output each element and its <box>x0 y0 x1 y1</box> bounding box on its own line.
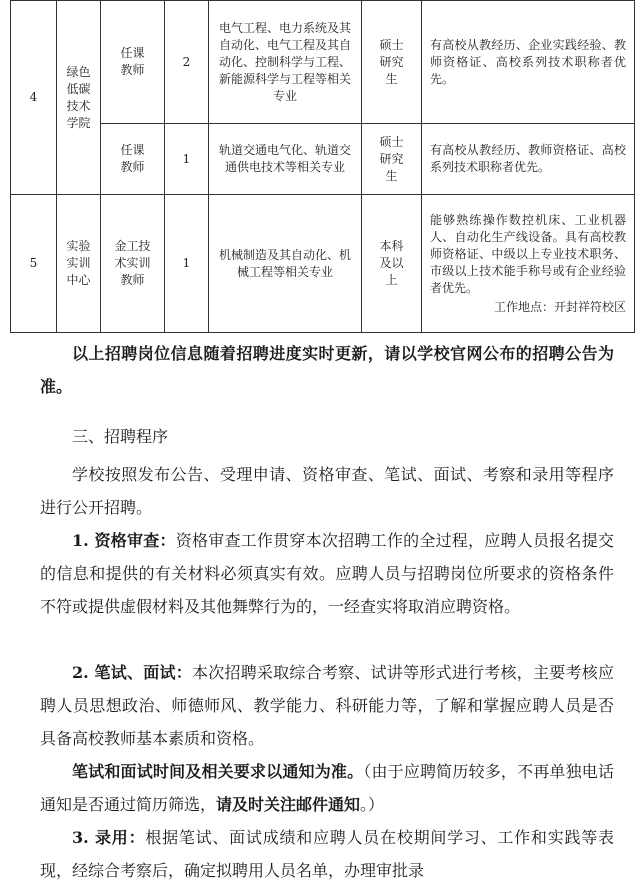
table-row <box>11 1 635 124</box>
headcount-cell: 2 <box>165 1 209 124</box>
major-cell: 轨道交通电气化、轨道交通供电技术等相关专业 <box>209 124 362 195</box>
notice-paren-end: 。） <box>360 795 385 814</box>
department-cell: 绿色低碳技术学院 <box>57 1 101 195</box>
requirement-cell: 有高校从教经历、企业实践经验、教师资格证、高校系列技术职称者优先。 <box>422 1 635 124</box>
step3-text: 根据笔试、面试成绩和应聘人员在校期间学习、工作和实践等表现，经综合考察后，确定拟聘用人员名单，办理审批录 <box>40 828 614 880</box>
intro-text: 学校按照发布公告、受理申请、资格审查、笔试、面试、考察和录用等程序进行公开招聘。 <box>40 465 614 517</box>
degree-cell: 硕士研究生 <box>362 124 422 195</box>
update-note-text: 以上招聘岗位信息随着招聘进度实时更新，请以学校官网公布的招聘公告为准。 <box>40 344 614 396</box>
step1-text: 资格审查工作贯穿本次招聘工作的全过程，应聘人员报名提交的信息和提供的有关材料必须真实有效。应聘人员与招聘岗位所要求的资格条件不符或提供虚假材料及其他舞弊行为的，一经查实将取消应聘资格。 <box>40 531 614 616</box>
section-heading-text: 三、招聘程序 <box>72 427 169 446</box>
step1-label: 1. 资格审查： <box>72 531 176 550</box>
step2-text: 本次招聘采取综合考察、试讲等形式进行考核，主要考核应聘人员思想政治、师德师风、教学能力、科研能力等，了解和掌握应聘人员是否具备高校教师基本素质和资格。 <box>40 663 614 748</box>
work-location-text: 工作地点：开封祥符校区 <box>493 299 626 314</box>
notice-bold-email: 请及时关注邮件通知 <box>216 795 361 814</box>
notice-bold: 笔试和面试时间及相关要求以通知为准。 <box>72 762 364 781</box>
step3-paragraph <box>40 821 614 887</box>
step1-paragraph <box>40 524 614 623</box>
table-row <box>11 124 635 195</box>
major-cell: 机械制造及其自动化、机械工程等相关专业 <box>209 195 362 333</box>
row-number: 5 <box>11 195 57 333</box>
section-heading <box>40 420 614 453</box>
work-location <box>430 299 626 316</box>
row-number: 4 <box>11 1 57 195</box>
notice-paragraph <box>40 755 614 821</box>
recruitment-table <box>10 0 635 333</box>
position-cell: 任课教师 <box>101 1 165 124</box>
step3-label: 3. 录用： <box>72 828 146 847</box>
department-cell: 实验实训中心 <box>57 195 101 333</box>
degree-cell: 本科及以上 <box>362 195 422 333</box>
major-cell: 电气工程、电力系统及其自动化、电气工程及其自动化、控制科学与工程、新能源科学与工程等相关专业 <box>209 1 362 124</box>
update-note <box>40 337 614 403</box>
requirement-text: 能够熟练操作数控机床、工业机器人、自动化生产线设备。具有高校教师资格证、中级以上专业技术职务、市级以上技术能手称号或有企业经验者优先。 <box>430 212 626 295</box>
position-cell: 金工技术实训教师 <box>101 195 165 333</box>
requirement-cell: 有高校从教经历、教师资格证、高校系列技术职称者优先。 <box>422 124 635 195</box>
step2-label: 2. 笔试、面试： <box>72 663 192 682</box>
requirement-cell <box>422 195 635 333</box>
step2-paragraph <box>40 656 614 755</box>
intro-paragraph <box>40 458 614 524</box>
headcount-cell: 1 <box>165 195 209 333</box>
degree-cell: 硕士研究生 <box>362 1 422 124</box>
headcount-cell: 1 <box>165 124 209 195</box>
notice-paren-start: （由于应聘简历较多，不再单独电话通知是否通过简历筛选， <box>40 762 614 814</box>
position-cell: 任课教师 <box>101 124 165 195</box>
table-row <box>11 195 635 333</box>
